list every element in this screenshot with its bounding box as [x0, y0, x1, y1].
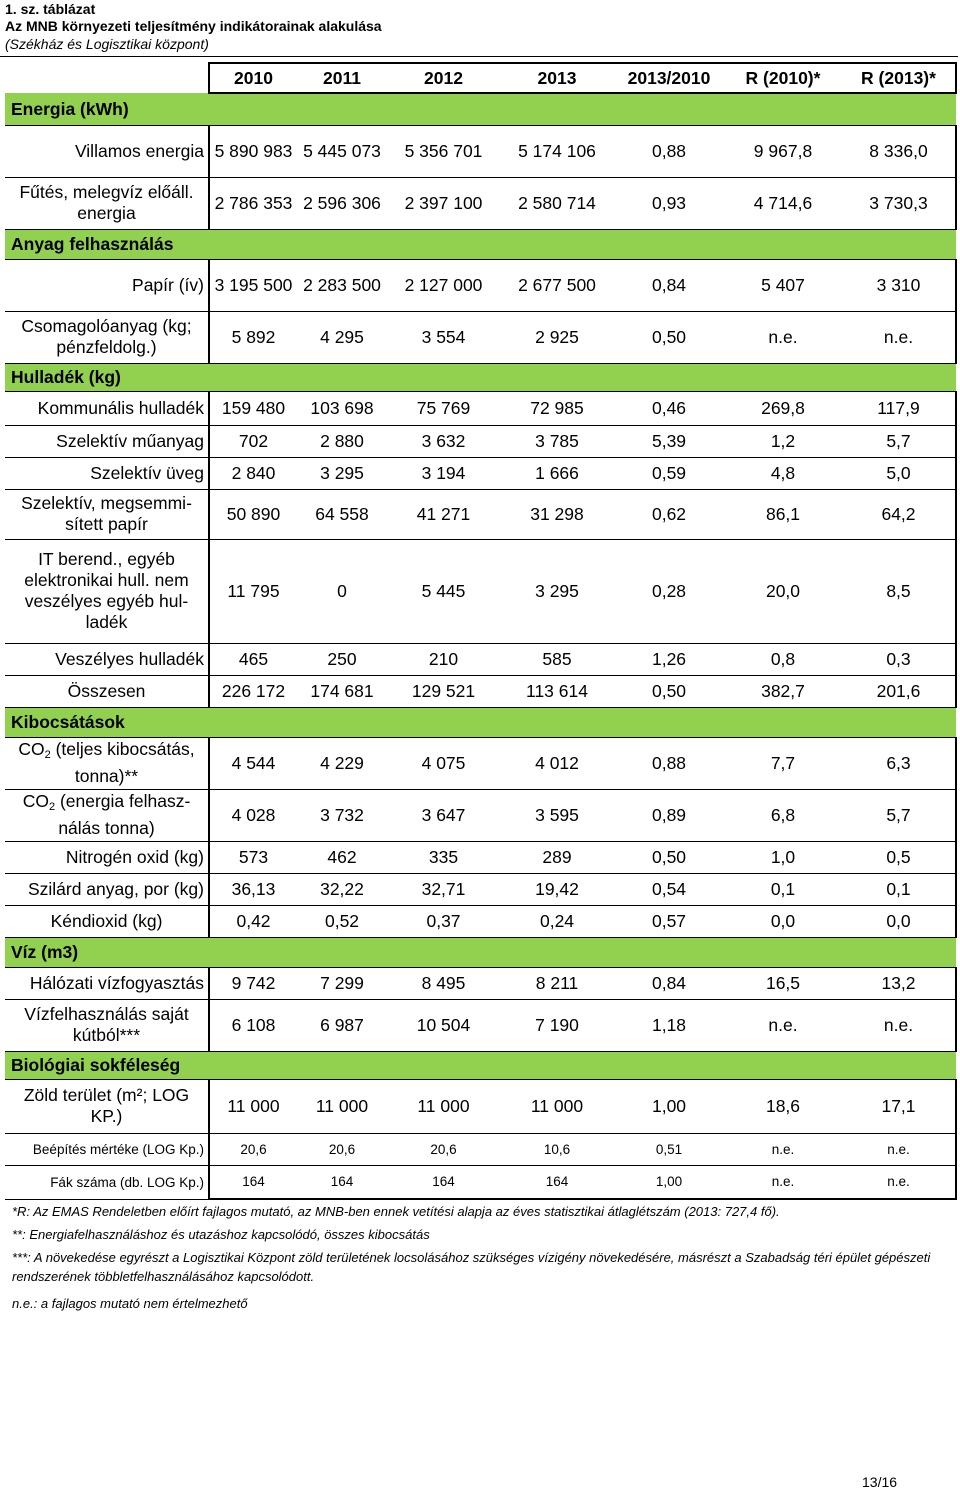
cell: 0,28: [614, 539, 724, 643]
row-label: Beépítés mértéke (LOG Kp.): [5, 1133, 209, 1165]
table-row: [5, 873, 956, 905]
cell: 10 504: [387, 999, 500, 1051]
cell: 0,88: [614, 125, 724, 177]
table-row: [5, 311, 956, 363]
section-waste: [5, 363, 956, 391]
cell: 64,2: [842, 489, 956, 539]
cell: 210: [387, 643, 500, 675]
row-label: [5, 789, 209, 841]
cell: 5,39: [614, 425, 724, 457]
row-label: [5, 737, 209, 789]
cell: 0,1: [842, 873, 956, 905]
cell: 159 480: [209, 391, 297, 425]
cell: 1,26: [614, 643, 724, 675]
cell: 3 785: [500, 425, 614, 457]
cell: 2 925: [500, 311, 614, 363]
cell: 103 698: [297, 391, 387, 425]
cell: 0,52: [297, 905, 387, 937]
row-label: Kommunális hulladék: [5, 391, 209, 425]
cell: 50 890: [209, 489, 297, 539]
cell: 164: [500, 1165, 614, 1199]
cell: 289: [500, 841, 614, 873]
cell: 32,71: [387, 873, 500, 905]
cell: 113 614: [500, 675, 614, 707]
cell: 20,6: [297, 1133, 387, 1165]
cell: 3 595: [500, 789, 614, 841]
section-title: Anyag felhasználás: [5, 229, 956, 259]
cell: 11 000: [297, 1079, 387, 1133]
section-title: Víz (m3): [5, 937, 956, 967]
cell: 0,50: [614, 311, 724, 363]
row-label: Csomagolóanyag (kg; pénzfeldolg.): [5, 311, 209, 363]
cell: n.e.: [842, 1165, 956, 1199]
cell: 4 295: [297, 311, 387, 363]
col-header: R (2010)*: [724, 63, 842, 93]
cell: 164: [297, 1165, 387, 1199]
cell: 20,6: [209, 1133, 297, 1165]
cell: 0: [297, 539, 387, 643]
cell: 2 677 500: [500, 259, 614, 311]
cell: 5 445: [387, 539, 500, 643]
cell: 0,3: [842, 643, 956, 675]
row-label: Hálózati vízfogyasztás: [5, 967, 209, 999]
cell: 226 172: [209, 675, 297, 707]
table-row: [5, 1079, 956, 1133]
row-label: Papír (ív): [5, 259, 209, 311]
cell: 0,57: [614, 905, 724, 937]
cell: 5,7: [842, 425, 956, 457]
cell: 0,5: [842, 841, 956, 873]
table-row: [5, 967, 956, 999]
cell: 31 298: [500, 489, 614, 539]
table-row: [5, 737, 956, 789]
cell: n.e.: [724, 999, 842, 1051]
co2-label-post: (energia felhasz-nálás tonna): [55, 791, 191, 838]
cell: 20,0: [724, 539, 842, 643]
cell: 2 127 000: [387, 259, 500, 311]
cell: 11 000: [387, 1079, 500, 1133]
section-energy: [5, 93, 956, 125]
cell: 8 495: [387, 967, 500, 999]
cell: 3 310: [842, 259, 956, 311]
cell: 86,1: [724, 489, 842, 539]
cell: 6 987: [297, 999, 387, 1051]
cell: 702: [209, 425, 297, 457]
co2-label-sub: 2: [44, 749, 51, 761]
cell: 2 397 100: [387, 177, 500, 229]
row-label: Fűtés, melegvíz előáll. energia: [5, 177, 209, 229]
cell: n.e.: [724, 1133, 842, 1165]
cell: 16,5: [724, 967, 842, 999]
indicator-table: [5, 62, 957, 1200]
cell: 462: [297, 841, 387, 873]
cell: 269,8: [724, 391, 842, 425]
cell: 1 666: [500, 457, 614, 489]
cell: 585: [500, 643, 614, 675]
cell: 335: [387, 841, 500, 873]
cell: 11 000: [209, 1079, 297, 1133]
cell: 3 732: [297, 789, 387, 841]
cell: 5 356 701: [387, 125, 500, 177]
row-label: IT berend., egyéb elektronikai hull. nem veszélyes egyéb hul-ladék: [5, 539, 209, 643]
co2-label-sub: 2: [48, 801, 56, 813]
table-row: [5, 125, 956, 177]
cell: 5 445 073: [297, 125, 387, 177]
cell: 1,00: [614, 1079, 724, 1133]
cell: 4,8: [724, 457, 842, 489]
cell: 4 028: [209, 789, 297, 841]
cell: 5,0: [842, 457, 956, 489]
cell: 2 596 306: [297, 177, 387, 229]
cell: 0,24: [500, 905, 614, 937]
col-header: 2012: [387, 63, 500, 93]
cell: n.e.: [842, 999, 956, 1051]
cell: 0,46: [614, 391, 724, 425]
cell: 0,62: [614, 489, 724, 539]
header-divider: [0, 56, 958, 57]
cell: 0,1: [724, 873, 842, 905]
cell: 4 544: [209, 737, 297, 789]
cell: 6,8: [724, 789, 842, 841]
row-label: Szelektív üveg: [5, 457, 209, 489]
table-row: [5, 425, 956, 457]
footnote-triple-star: ***: A növekedése egyrészt a Logisztikai Központ zöld területének locsolásához szükséges vízigény növekedésére, másrészt a Szabadság téri épület gépészeti rendszerének többletfelhasználásához kapcsolódott.: [12, 1250, 931, 1284]
cell: 0,0: [842, 905, 956, 937]
row-label: Összesen: [5, 675, 209, 707]
section-title: Energia (kWh): [5, 93, 956, 125]
row-label: Veszélyes hulladék: [5, 643, 209, 675]
cell: 0,84: [614, 967, 724, 999]
co2-label-pre: CO: [22, 791, 49, 811]
cell: 0,51: [614, 1133, 724, 1165]
cell: 0,50: [614, 841, 724, 873]
cell: 5 174 106: [500, 125, 614, 177]
row-label: Villamos energia: [5, 125, 209, 177]
co2-label-pre: CO: [18, 739, 45, 759]
cell: 3 730,3: [842, 177, 956, 229]
cell: n.e.: [842, 311, 956, 363]
table-title: Az MNB környezeti teljesítmény indikátorainak alakulása: [5, 18, 382, 34]
table-number: 1. sz. táblázat: [5, 1, 96, 17]
cell: 8,5: [842, 539, 956, 643]
cell: 0,89: [614, 789, 724, 841]
cell: 2 580 714: [500, 177, 614, 229]
cell: 6,3: [842, 737, 956, 789]
cell: 18,6: [724, 1079, 842, 1133]
table-row: [5, 675, 956, 707]
cell: 11 000: [500, 1079, 614, 1133]
cell: 36,13: [209, 873, 297, 905]
cell: 3 295: [297, 457, 387, 489]
cell: 1,0: [724, 841, 842, 873]
cell: 7 190: [500, 999, 614, 1051]
cell: 129 521: [387, 675, 500, 707]
cell: 32,22: [297, 873, 387, 905]
cell: 75 769: [387, 391, 500, 425]
year-header-row: [5, 63, 956, 93]
row-label: Vízfelhasználás saját kútból***: [5, 999, 209, 1051]
cell: 4 075: [387, 737, 500, 789]
table-row: [5, 489, 956, 539]
cell: 5 890 983: [209, 125, 297, 177]
cell: n.e.: [724, 1165, 842, 1199]
table-row: [5, 457, 956, 489]
section-material: [5, 229, 956, 259]
col-header: 2010: [209, 63, 297, 93]
cell: 0,42: [209, 905, 297, 937]
table-row: [5, 1165, 956, 1199]
cell: 5,7: [842, 789, 956, 841]
table-row: [5, 259, 956, 311]
cell: 0,8: [724, 643, 842, 675]
cell: 164: [387, 1165, 500, 1199]
cell: 3 295: [500, 539, 614, 643]
cell: 573: [209, 841, 297, 873]
col-header: R (2013)*: [842, 63, 956, 93]
cell: 250: [297, 643, 387, 675]
cell: 3 194: [387, 457, 500, 489]
cell: n.e.: [724, 311, 842, 363]
cell: 5 892: [209, 311, 297, 363]
cell: 4 714,6: [724, 177, 842, 229]
table-row: [5, 841, 956, 873]
table-subtitle: (Székház és Logisztikai központ): [5, 36, 209, 52]
cell: 7 299: [297, 967, 387, 999]
row-label: Fák száma (db. LOG Kp.): [5, 1165, 209, 1199]
co2-label-post: (teljes kibocsátás, tonna)**: [50, 739, 195, 786]
footnote-double-star: **: Energiafelhasználáshoz és utazáshoz kapcsolódó, összes kibocsátás: [12, 1227, 430, 1242]
cell: 17,1: [842, 1079, 956, 1133]
table-row: [5, 391, 956, 425]
row-label: Kéndioxid (kg): [5, 905, 209, 937]
cell: 3 647: [387, 789, 500, 841]
cell: 2 283 500: [297, 259, 387, 311]
section-biodiversity: [5, 1051, 956, 1079]
cell: 8 336,0: [842, 125, 956, 177]
table-row: [5, 177, 956, 229]
cell: 10,6: [500, 1133, 614, 1165]
col-header: 2013: [500, 63, 614, 93]
row-label: Szilárd anyag, por (kg): [5, 873, 209, 905]
table-row: [5, 999, 956, 1051]
cell: 4 229: [297, 737, 387, 789]
page-number: 13/16: [862, 1474, 898, 1490]
cell: 5 407: [724, 259, 842, 311]
footnote-r: *R: Az EMAS Rendeletben előírt fajlagos mutató, az MNB-ben ennek vetítési alapja az éves statisztikai átlaglétszám (2013: 727,4 fő).: [12, 1204, 780, 1219]
cell: 0,54: [614, 873, 724, 905]
cell: n.e.: [842, 1133, 956, 1165]
cell: 4 012: [500, 737, 614, 789]
row-label: Szelektív, megsemmi-sített papír: [5, 489, 209, 539]
cell: 465: [209, 643, 297, 675]
cell: 0,37: [387, 905, 500, 937]
table-row: [5, 905, 956, 937]
table-row: [5, 539, 956, 643]
cell: 13,2: [842, 967, 956, 999]
cell: 174 681: [297, 675, 387, 707]
cell: 9 742: [209, 967, 297, 999]
table-row: [5, 643, 956, 675]
cell: 0,88: [614, 737, 724, 789]
cell: 0,50: [614, 675, 724, 707]
cell: 0,0: [724, 905, 842, 937]
cell: 20,6: [387, 1133, 500, 1165]
cell: 117,9: [842, 391, 956, 425]
section-title: Kibocsátások: [5, 707, 956, 737]
cell: 1,2: [724, 425, 842, 457]
cell: 72 985: [500, 391, 614, 425]
cell: 0,93: [614, 177, 724, 229]
cell: 3 554: [387, 311, 500, 363]
cell: 64 558: [297, 489, 387, 539]
table-row: [5, 789, 956, 841]
cell: 0,59: [614, 457, 724, 489]
cell: 2 786 353: [209, 177, 297, 229]
cell: 382,7: [724, 675, 842, 707]
cell: 3 632: [387, 425, 500, 457]
col-header: 2011: [297, 63, 387, 93]
table-row: [5, 1133, 956, 1165]
cell: 6 108: [209, 999, 297, 1051]
row-label: Szelektív műanyag: [5, 425, 209, 457]
cell: 8 211: [500, 967, 614, 999]
cell: 41 271: [387, 489, 500, 539]
cell: 201,6: [842, 675, 956, 707]
cell: 164: [209, 1165, 297, 1199]
row-label: Zöld terület (m²; LOG KP.): [5, 1079, 209, 1133]
cell: 2 880: [297, 425, 387, 457]
col-header: 2013/2010: [614, 63, 724, 93]
footnote-ne: n.e.: a fajlagos mutató nem értelmezhető: [12, 1296, 248, 1311]
cell: 7,7: [724, 737, 842, 789]
section-water: [5, 937, 956, 967]
cell: 9 967,8: [724, 125, 842, 177]
cell: 19,42: [500, 873, 614, 905]
cell: 1,00: [614, 1165, 724, 1199]
row-label: Nitrogén oxid (kg): [5, 841, 209, 873]
section-emissions: [5, 707, 956, 737]
cell: 3 195 500: [209, 259, 297, 311]
section-title: Hulladék (kg): [5, 363, 956, 391]
cell: 11 795: [209, 539, 297, 643]
section-title: Biológiai sokféleség: [5, 1051, 956, 1079]
cell: 2 840: [209, 457, 297, 489]
cell: 1,18: [614, 999, 724, 1051]
cell: 0,84: [614, 259, 724, 311]
